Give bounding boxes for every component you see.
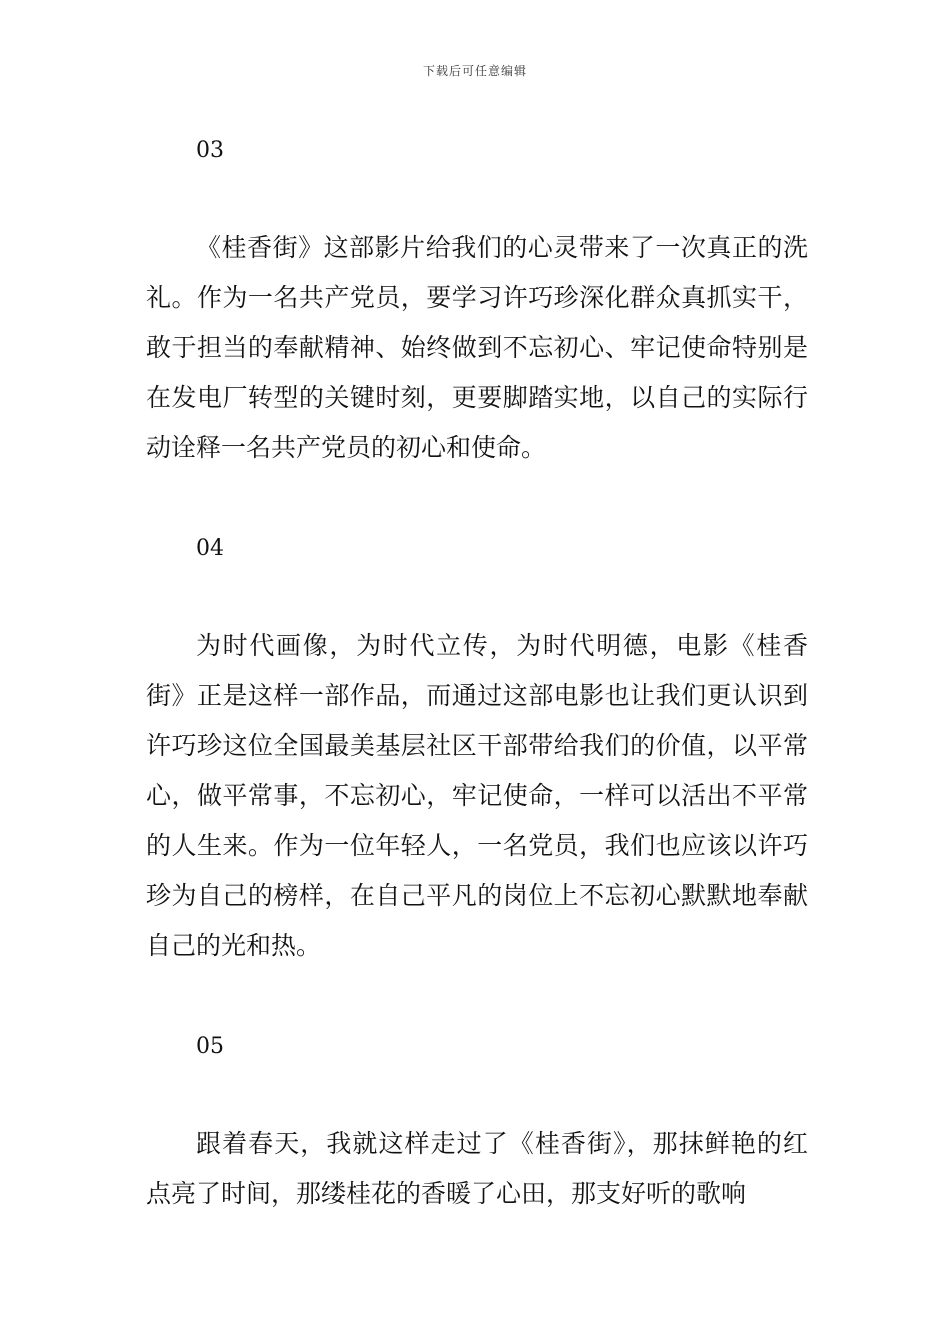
paragraph: 《桂香街》这部影片给我们的心灵带来了一次真正的洗礼。作为一名共产党员，要学习许巧珍深化群众真抓实干，敢于担当的奉献精神、始终做到不忘初心、牢记使命特别是在发电厂转型的关键时刻，更要脚踏实地，以自己的实际行动诠释一名共产党员的初心和使命。: [146, 233, 808, 462]
page-header: 下载后可任意编辑: [422, 64, 527, 78]
paragraph: 为时代画像，为时代立传，为时代明德，电影《桂香街》正是这样一部作品，而通过这部电影也让我们更认识到许巧珍这位全国最美基层社区干部带给我们的价值，以平常心，做平常事，不忘初心，牢记使命，一样可以活出不平常的人生来。作为一位年轻人，一名党员，我们也应该以许巧珍为自己的榜样，在自己平凡的岗位上不忘初心默默地奉献自己的光和热。: [146, 631, 808, 960]
section-number: 03: [196, 138, 224, 163]
paragraph: 跟着春天，我就这样走过了《桂香街》，那抹鲜艳的红点亮了时间，那缕桂花的香暖了心田，那支好听的歌响: [146, 1129, 808, 1208]
section-number: 05: [196, 1034, 224, 1059]
section-number: 04: [196, 536, 224, 561]
